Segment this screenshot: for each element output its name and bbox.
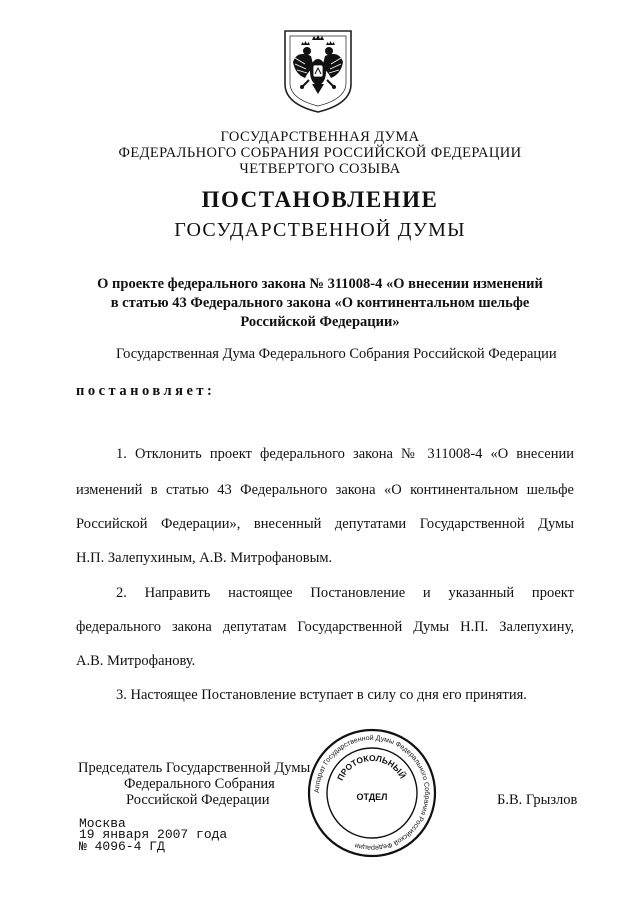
item-1-line-3: Российской Федерации», внесенный депутатами Государственной Думы: [76, 516, 574, 532]
subject-line-2: в статью 43 Федерального закона «О континентальном шельфе: [110, 295, 530, 311]
seal-center-text: ОТДЕЛ: [356, 792, 388, 802]
item-1-line-1: 1. Отклонить проект федерального закона № 311008-4 «О внесении: [116, 446, 574, 462]
item-3-text: 3. Настоящее Постановление вступает в силу со дня его принятия.: [116, 687, 527, 703]
resolves-word: постановляет:: [76, 383, 216, 399]
item-2-line-2: федерального закона депутатам Государственной Думы Н.П. Залепухину,: [76, 619, 574, 635]
item-1-line-4: Н.П. Залепухиным, А.В. Митрофановым.: [76, 550, 333, 566]
signatory-position-line-1: Председатель Государственной Думы: [78, 760, 311, 776]
official-seal-stamp: [306, 727, 438, 859]
signing-date: 19 января 2007 года: [79, 827, 228, 842]
signatory-name: Б.В. Грызлов: [497, 792, 578, 808]
coat-of-arms-emblem: [281, 28, 355, 114]
place-of-signing: Москва: [79, 816, 126, 831]
item-1-line-2: изменений в статью 43 Федерального закона «О континентальном шельфе: [76, 482, 574, 498]
convocation-line: ЧЕТВЕРТОГО СОЗЫВА: [239, 161, 401, 177]
org-name-line-2: ФЕДЕРАЛЬНОГО СОБРАНИЯ РОССИЙСКОЙ ФЕДЕРАЦИИ: [118, 145, 522, 161]
item-2-line-3: А.В. Митрофанову.: [76, 653, 196, 669]
document-issuer-title: ГОСУДАРСТВЕННОЙ ДУМЫ: [174, 219, 466, 241]
preamble-text: Государственная Дума Федерального Собрания Российской Федерации: [116, 346, 557, 362]
signatory-position-line-3: Российской Федерации: [126, 792, 270, 808]
seal-outer-text: Аппарат Государственной Думы Федерального Собрания Российской Федерации: [313, 734, 431, 852]
item-2-line-1: 2. Направить настоящее Постановление и указанный проект: [116, 585, 574, 601]
subject-line-3: Российской Федерации»: [240, 314, 400, 330]
org-name-line-1: ГОСУДАРСТВЕННАЯ ДУМА: [220, 129, 420, 145]
seal-inner-text: ПРОТОКОЛЬНЫЙ: [334, 752, 408, 783]
document-number: № 4096-4 ГД: [79, 839, 165, 854]
subject-line-1: О проекте федерального закона № 311008-4 «О внесении изменений: [97, 276, 543, 292]
signatory-position-line-2: Федерального Собрания: [124, 776, 275, 792]
svg-text:ПРОТОКОЛЬНЫЙ: [335, 753, 409, 782]
document-type-title: ПОСТАНОВЛЕНИЕ: [201, 187, 439, 212]
